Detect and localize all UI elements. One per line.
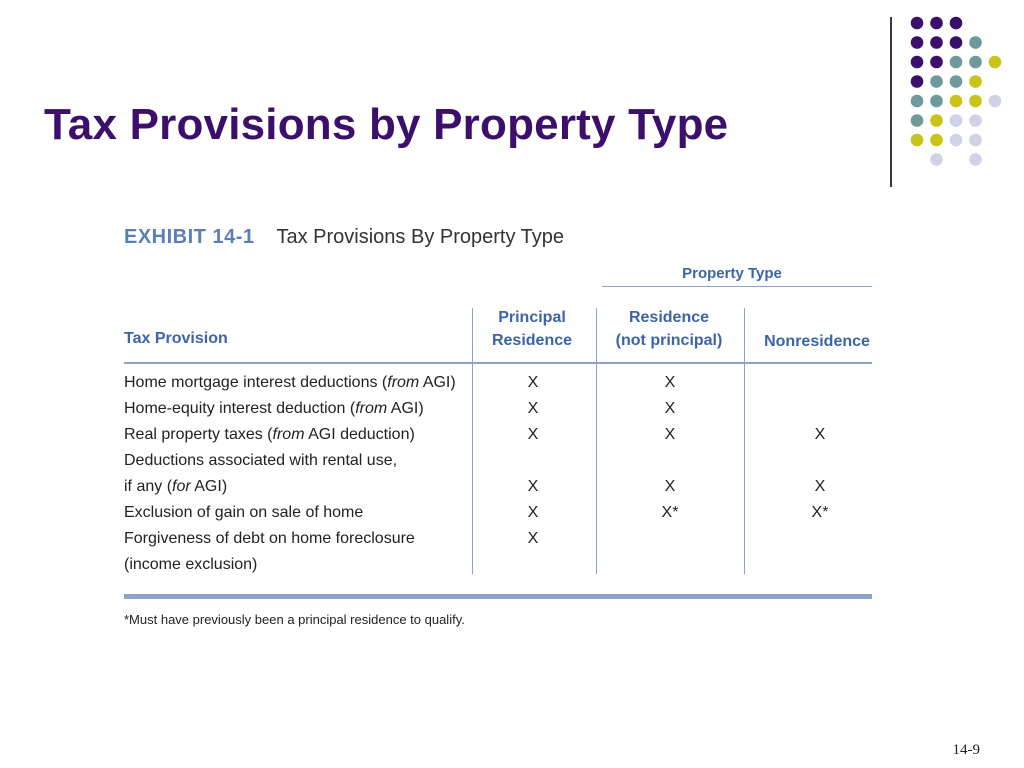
decorative-dot xyxy=(989,95,1002,108)
decorative-dot xyxy=(911,75,924,88)
column-header-nonresidence: Nonresidence xyxy=(764,333,870,350)
footnote: *Must have previously been a principal residence to qualify. xyxy=(124,612,465,627)
decorative-dot xyxy=(950,17,963,30)
decorative-dot xyxy=(930,36,943,49)
decorative-dot xyxy=(969,36,982,49)
provision-mark: X xyxy=(527,530,539,547)
provision-description: Home-equity interest deduction (from AGI) xyxy=(124,400,424,417)
dot-grid-decoration xyxy=(0,0,1024,200)
provision-mark: X xyxy=(664,426,676,443)
decorative-dot xyxy=(911,56,924,69)
provision-mark: X xyxy=(527,426,539,443)
decorative-dot xyxy=(911,114,924,127)
table-row xyxy=(124,424,874,450)
bottom-rule xyxy=(124,594,872,599)
property-type-rule xyxy=(602,286,872,287)
decorative-dot xyxy=(930,114,943,127)
decorative-dot xyxy=(930,95,943,108)
table-row xyxy=(124,398,874,424)
decorative-dot xyxy=(911,95,924,108)
decorative-dot xyxy=(950,75,963,88)
decorative-dot xyxy=(911,134,924,147)
decorative-dot xyxy=(969,75,982,88)
decorative-dot xyxy=(950,95,963,108)
header-rule xyxy=(124,362,872,364)
table-row xyxy=(124,502,874,528)
decorative-dot xyxy=(930,17,943,30)
page-number: 14-9 xyxy=(952,742,980,758)
table-row xyxy=(124,372,874,398)
column-header-residence: Residence (not principal) xyxy=(615,309,723,349)
provision-mark: X* xyxy=(811,504,829,521)
exhibit-header xyxy=(124,226,564,249)
provision-description: (income exclusion) xyxy=(124,556,258,573)
decorative-dot xyxy=(969,153,982,166)
decorative-dot xyxy=(930,134,943,147)
decorative-dot xyxy=(911,36,924,49)
provision-mark: X xyxy=(527,400,539,417)
exhibit-title: Tax Provisions By Property Type xyxy=(276,226,565,248)
table-row xyxy=(124,450,874,476)
provision-description: if any (for AGI) xyxy=(124,478,228,495)
table-row xyxy=(124,476,874,502)
provision-mark: X xyxy=(527,504,539,521)
decorative-dot xyxy=(930,75,943,88)
table-row xyxy=(124,554,874,580)
provision-mark: X xyxy=(664,400,676,417)
provision-mark: X xyxy=(527,478,539,495)
provision-mark: X xyxy=(527,374,539,391)
provision-description: Home mortgage interest deductions (from AGI) xyxy=(124,374,456,391)
decorative-dot xyxy=(989,56,1002,69)
decorative-dot xyxy=(930,56,943,69)
provision-mark: X xyxy=(814,478,826,495)
decorative-dot xyxy=(930,153,943,166)
decorative-dot xyxy=(911,17,924,30)
provision-mark: X xyxy=(664,374,676,391)
provision-description: Forgiveness of debt on home foreclosure xyxy=(124,530,415,547)
exhibit-number: EXHIBIT 14-1 xyxy=(124,226,255,248)
table-body xyxy=(124,372,874,580)
slide-title: Tax Provisions by Property Type xyxy=(44,100,729,149)
decorative-dot xyxy=(950,36,963,49)
provision-mark: X xyxy=(664,478,676,495)
provision-mark: X* xyxy=(661,504,679,521)
provision-description: Exclusion of gain on sale of home xyxy=(124,504,364,521)
table-row xyxy=(124,528,874,554)
decorative-dot xyxy=(969,114,982,127)
decorative-dot xyxy=(950,134,963,147)
column-header-principal: Principal Residence xyxy=(491,309,573,349)
tax-provision-header: Tax Provision xyxy=(124,330,228,347)
decorative-dot xyxy=(969,56,982,69)
decorative-dot xyxy=(950,56,963,69)
provision-mark: X xyxy=(814,426,826,443)
decorative-dot xyxy=(969,95,982,108)
property-type-header: Property Type xyxy=(682,265,782,282)
provision-description: Real property taxes (from AGI deduction) xyxy=(124,426,415,443)
decorative-dot xyxy=(969,134,982,147)
decorative-dot xyxy=(950,114,963,127)
provision-description: Deductions associated with rental use, xyxy=(124,452,398,469)
